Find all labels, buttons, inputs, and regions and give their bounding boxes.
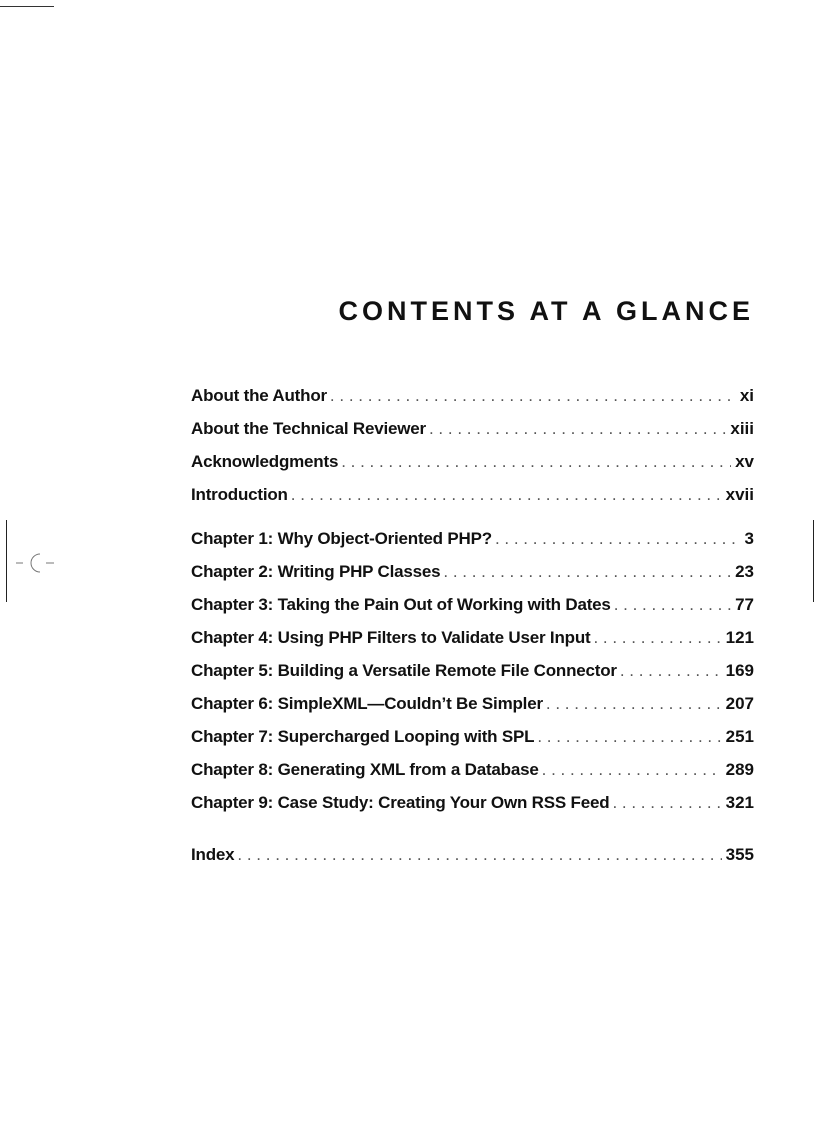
dot-leader: [542, 760, 722, 780]
dot-leader: [429, 419, 726, 439]
toc-entry-page: 251: [725, 727, 754, 746]
toc-entry-page: 207: [725, 694, 754, 713]
dot-leader: [341, 452, 731, 472]
crop-mark-right: [813, 520, 814, 602]
toc-entry-chapter-8[interactable]: [191, 760, 754, 793]
toc-entry-chapter-2[interactable]: [191, 562, 754, 595]
toc-entry-index[interactable]: [191, 845, 754, 878]
toc-entry-page: xv: [735, 452, 754, 471]
dot-leader: [593, 628, 721, 648]
dot-leader: [546, 694, 722, 714]
toc-entry-label: Chapter 2: Writing PHP Classes: [191, 562, 441, 581]
dot-leader: [612, 793, 721, 813]
toc-entry-chapter-4[interactable]: [191, 628, 754, 661]
toc-entry-page: 321: [725, 793, 754, 812]
toc-entry-label: Acknowledgments: [191, 452, 339, 471]
toc-entry-label: Chapter 6: SimpleXML—Couldn’t Be Simpler: [191, 694, 543, 713]
dot-leader: [291, 485, 722, 505]
dot-leader: [237, 845, 721, 865]
toc-entry-label: Chapter 8: Generating XML from a Database: [191, 760, 539, 779]
toc-entry-page: 77: [735, 595, 754, 614]
toc-entry-chapter-7[interactable]: [191, 727, 754, 760]
toc-entry-label: Chapter 9: Case Study: Creating Your Own RSS Feed: [191, 793, 610, 812]
toc-entry-introduction[interactable]: [191, 485, 754, 518]
dot-leader: [330, 386, 736, 406]
crop-mark-top: [0, 6, 54, 7]
toc-entry-page: 169: [725, 661, 754, 680]
toc-entry-label: About the Author: [191, 386, 327, 405]
page-title: CONTENTS AT A GLANCE: [338, 296, 754, 326]
toc-entry-label: Chapter 5: Building a Versatile Remote File Connector: [191, 661, 617, 680]
dot-leader: [443, 562, 731, 582]
toc-entry-page: xi: [739, 386, 754, 405]
toc-entry-page: 121: [725, 628, 754, 647]
toc-entry-chapter-6[interactable]: [191, 694, 754, 727]
toc-entry-page: 23: [735, 562, 754, 581]
toc-entry-page: xiii: [730, 419, 754, 438]
toc-entry-acknowledgments[interactable]: [191, 452, 754, 485]
toc-entry-label: Chapter 7: Supercharged Looping with SPL: [191, 727, 535, 746]
toc-entry-page: xvii: [725, 485, 754, 504]
toc-entry-about-reviewer[interactable]: [191, 419, 754, 452]
toc-entry-label: Chapter 1: Why Object-Oriented PHP?: [191, 529, 492, 548]
toc-entry-chapter-3[interactable]: [191, 595, 754, 628]
toc-entry-page: 289: [725, 760, 754, 779]
registration-mark-icon: [16, 550, 56, 574]
toc-front-matter: [191, 386, 754, 518]
toc-entry-chapter-5[interactable]: [191, 661, 754, 694]
toc-entry-label: Chapter 4: Using PHP Filters to Validate User Input: [191, 628, 591, 647]
dot-leader: [614, 595, 731, 615]
toc-entry-chapter-9[interactable]: [191, 793, 754, 826]
dot-leader: [495, 529, 741, 549]
dot-leader: [537, 727, 721, 747]
toc-entry-chapter-1[interactable]: [191, 529, 754, 562]
toc-entry-page: 3: [744, 529, 754, 548]
dot-leader: [620, 661, 722, 681]
toc-back-matter: [191, 845, 754, 878]
toc-entry-label: Index: [191, 845, 235, 864]
toc-entry-label: Chapter 3: Taking the Pain Out of Working with Dates: [191, 595, 611, 614]
toc-chapters: [191, 529, 754, 826]
toc-entry-about-author[interactable]: [191, 386, 754, 419]
toc-entry-label: Introduction: [191, 485, 288, 504]
toc-entry-page: 355: [725, 845, 754, 864]
toc-entry-label: About the Technical Reviewer: [191, 419, 426, 438]
crop-mark-left: [6, 520, 7, 602]
